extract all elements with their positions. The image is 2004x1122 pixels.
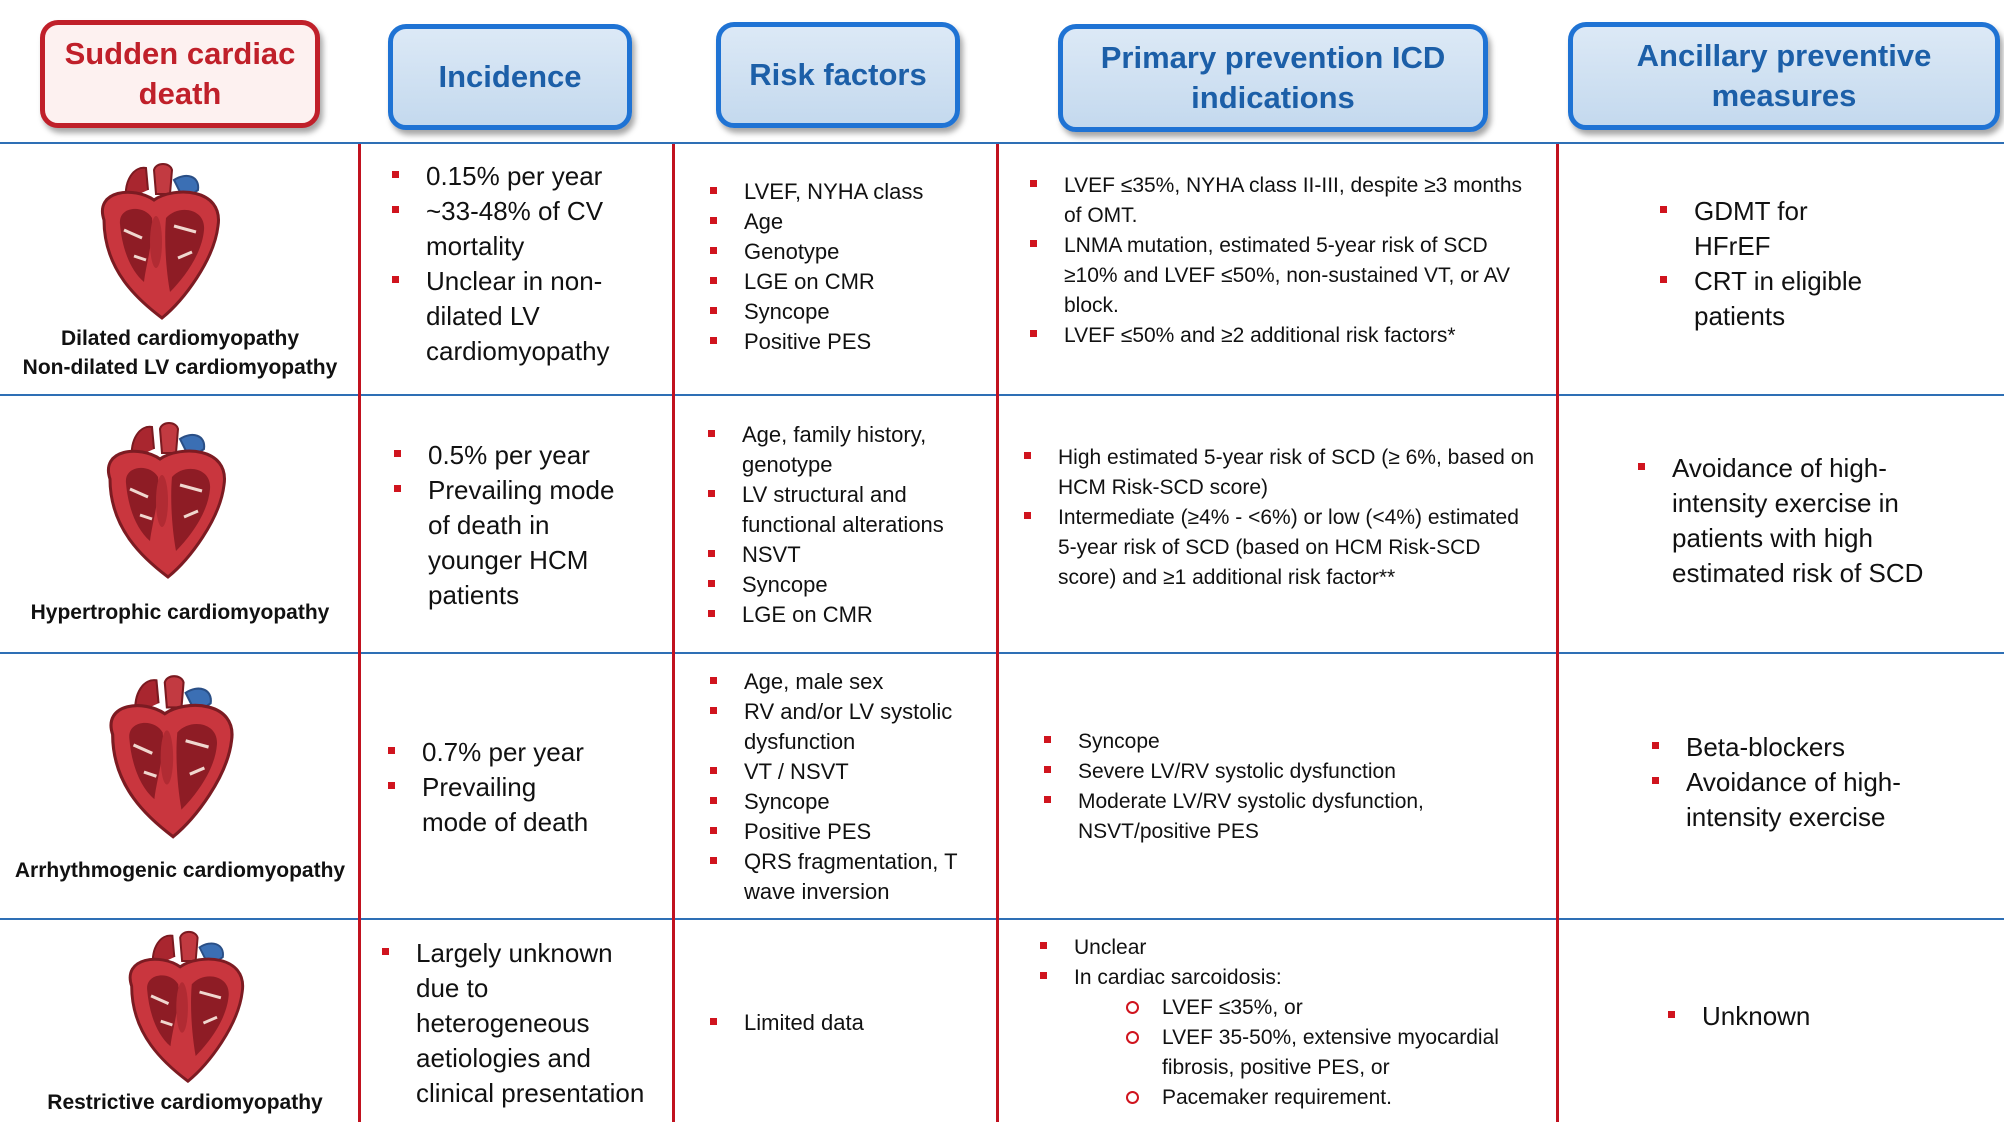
list-item: QRS fragmentation, T wave inversion: [744, 847, 974, 907]
icd-cell-dilated: [1004, 148, 1554, 392]
incidence-cell-hypertrophic: [370, 400, 670, 650]
header-risk-factors-text: Risk factors: [749, 56, 927, 92]
sub-list-item: LVEF ≤35%, or: [1162, 993, 1544, 1023]
list-item: LNMA mutation, estimated 5-year risk of SCD ≥10% and LVEF ≤50%, non-sustained VT, or AV block.: [1064, 231, 1544, 321]
ancillary-cell-restrictive: [1564, 924, 2002, 1122]
list-item: LVEF ≤50% and ≥2 additional risk factors*: [1064, 321, 1544, 351]
list-item: Avoidance of high-intensity exercise: [1686, 765, 1926, 835]
header-incidence-text: Incidence: [438, 58, 582, 94]
header-incidence: [388, 24, 632, 130]
row-divider: [0, 142, 2004, 144]
column-divider: [672, 144, 675, 1122]
icd-cell-arrhythmogenic: [1004, 658, 1554, 916]
ancillary-cell-hypertrophic: [1564, 400, 2002, 650]
row-label-dilated: [0, 324, 360, 383]
list-item: LGE on CMR: [742, 600, 972, 630]
header-ancillary-measures-text: Ancillary preventive measures: [1636, 37, 1932, 113]
row-label-arrhythmogenic: [0, 856, 360, 885]
ancillary-cell-arrhythmogenic: [1564, 658, 2002, 916]
list-item: LVEF, NYHA class: [744, 177, 923, 207]
heart-anatomy-icon: [74, 160, 244, 325]
list-item: In cardiac sarcoidosis:: [1074, 963, 1544, 993]
column-divider: [358, 144, 361, 1122]
list-item: GDMT for HFrEF: [1694, 194, 1864, 264]
list-item: Beta-blockers: [1686, 730, 1926, 765]
list-item: 0.5% per year: [428, 438, 628, 473]
list-item: Syncope: [744, 787, 974, 817]
list-item: CRT in eligible patients: [1694, 264, 1864, 334]
list-item: 0.7% per year: [422, 735, 592, 770]
list-item: Limited data: [744, 1008, 864, 1038]
row-label-line: Restrictive cardiomyopathy: [47, 1091, 323, 1114]
header-primary-prevention-icd-text: Primary prevention ICD indications: [1100, 39, 1446, 115]
ancillary-cell-dilated: [1564, 148, 2002, 392]
row-label-line: Arrhythmogenic cardiomyopathy: [14, 859, 346, 882]
sub-list-item: Pacemaker requirement.: [1162, 1083, 1544, 1113]
heart-anatomy-icon: [80, 672, 260, 844]
list-item: Syncope: [1078, 727, 1498, 757]
row-label-line: Non-dilated LV cardiomyopathy: [22, 356, 338, 380]
list-item: Syncope: [744, 297, 923, 327]
list-item: 0.15% per year: [426, 159, 670, 194]
list-item: Positive PES: [744, 327, 923, 357]
row-label-hypertrophic: [0, 598, 360, 627]
row-label-line: Dilated cardiomyopathy: [60, 327, 300, 350]
list-item: Moderate LV/RV systolic dysfunction, NSVT/positive PES: [1078, 787, 1498, 847]
incidence-cell-dilated: [370, 148, 670, 392]
list-item: Largely unknown due to heterogeneous aetiologies and clinical presentation: [416, 936, 662, 1111]
risk-factors-cell-hypertrophic: [680, 400, 994, 650]
row-label-restrictive: [5, 1088, 365, 1117]
header-risk-factors: [716, 22, 960, 128]
incidence-cell-arrhythmogenic: [370, 658, 670, 916]
incidence-cell-restrictive: [362, 924, 670, 1122]
risk-factors-cell-arrhythmogenic: [680, 658, 994, 916]
sub-list-item: LVEF 35-50%, extensive myocardial fibrosis, positive PES, or: [1162, 1023, 1544, 1083]
icd-cell-hypertrophic: [1004, 400, 1554, 650]
list-item: LVEF ≤35%, NYHA class II-III, despite ≥3 months of OMT.: [1064, 171, 1544, 231]
list-item: Genotype: [744, 237, 923, 267]
column-divider: [1556, 144, 1559, 1122]
list-item: Age, family history, genotype: [742, 420, 972, 480]
risk-factors-cell-restrictive: [680, 924, 994, 1122]
list-item: Avoidance of high-intensity exercise in patients with high estimated risk of SCD: [1672, 451, 1942, 591]
list-item: RV and/or LV systolic dysfunction: [744, 697, 974, 757]
column-divider: [996, 144, 999, 1122]
list-item: VT / NSVT: [744, 757, 974, 787]
row-divider: [0, 918, 2004, 920]
list-item: Age: [744, 207, 923, 237]
list-item: Severe LV/RV systolic dysfunction: [1078, 757, 1498, 787]
row-divider: [0, 394, 2004, 396]
header-primary-prevention-icd: [1058, 24, 1488, 132]
heart-anatomy-icon: [80, 414, 250, 589]
list-item: Syncope: [742, 570, 972, 600]
list-item: Prevailing mode of death: [422, 770, 592, 840]
heart-anatomy-icon: [100, 928, 270, 1088]
list-item: Unclear: [1074, 933, 1544, 963]
header-sudden-cardiac-death: [40, 20, 320, 128]
list-item: Age, male sex: [744, 667, 974, 697]
row-label-line: Hypertrophic cardiomyopathy: [30, 601, 330, 624]
header-sudden-cardiac-death-text: Sudden cardiac death: [64, 35, 296, 111]
list-item: High estimated 5-year risk of SCD (≥ 6%, based on HCM Risk-SCD score): [1058, 443, 1538, 503]
list-item: Prevailing mode of death in younger HCM patients: [428, 473, 628, 613]
risk-factors-cell-dilated: [680, 148, 994, 392]
row-divider: [0, 652, 2004, 654]
list-item: Intermediate (≥4% - <6%) or low (<4%) estimated 5-year risk of SCD (based on HCM Risk-SCD score) and ≥1 additional risk factor**: [1058, 503, 1538, 593]
list-item: NSVT: [742, 540, 972, 570]
list-item: ~33-48% of CV mortality: [426, 194, 670, 264]
header-ancillary-measures: [1568, 22, 2000, 130]
list-item: Positive PES: [744, 817, 974, 847]
list-item: LGE on CMR: [744, 267, 923, 297]
list-item: Unknown: [1702, 999, 1810, 1034]
list-item: Unclear in non-dilated LV cardiomyopathy: [426, 264, 670, 369]
icd-cell-restrictive: [1004, 924, 1554, 1122]
list-item: LV structural and functional alterations: [742, 480, 972, 540]
